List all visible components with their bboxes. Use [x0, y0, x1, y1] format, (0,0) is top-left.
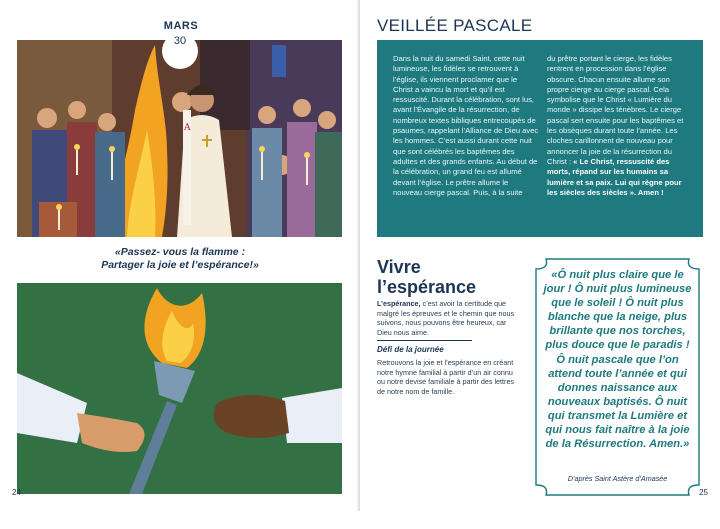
date-day: 30: [173, 35, 187, 47]
quote-source: D’après Saint Astère d’Amasée: [567, 474, 668, 483]
torch-handoff-illustration: [17, 283, 342, 494]
vigil-text-box: [377, 40, 703, 237]
hope-definition: [377, 299, 522, 337]
section-title: Vivre l’espérance: [377, 257, 477, 297]
vigil-proclamation: « Le Christ, ressuscité des morts, répand sur les humains sa lumière et sa paix. Lui qui règne pour les siècles des siècles ». Amen !: [547, 156, 682, 197]
vigil-text-column-2: [547, 54, 693, 198]
caption-line-2: Partager la joie et l’espérance!»: [101, 259, 259, 271]
vigil-text-column-1: Dans la nuit du samedi Saint, cette nuit lumineuse, les fidèles se retrouvent à l’église, ils viennent proclamer que le Christ a vaincu la mort et qu’il est ressuscité. Durant la célébration, sont lus, avant l’Évangile de la résurrection, de nombreux textes bibliques entrecoupés de psaumes, rappelant l’Alliance de Dieu avec les hommes. C’est aussi durant cette nuit que sont célébrés les baptêmes des adultes et des grands enfants. Au début de la célébration, un grand feu est allumé devant l’église. Le prêtre allume le nouveau cierge pascal. Puis, à la suite: [393, 54, 539, 197]
svg-text:A: A: [184, 123, 191, 133]
date-month: MARS: [163, 20, 199, 32]
caption-line-1: «Passez- vous la flamme :: [114, 246, 246, 258]
illustration-caption: [60, 246, 300, 272]
challenge-title: Défi de la journée: [377, 345, 444, 354]
challenge-text: Retrouvons la joie et l’espérance en créant notre hymne familial à partir d’un air connu ou notre devise familiale à partir des lettres de notre nom de famille.: [377, 358, 515, 396]
page-number-left: 24: [12, 488, 21, 497]
vigil-text-column-2-body: du prêtre portant le cierge, les fidèles rentrent en procession dans l’église obscure. Chacun ensuite allume son propre cierge au cierge pascal. Cela symbolise que le Christ « Lumière du monde » dissipe les ténèbres. Le cierge pascal sert ensuite pour les baptêmes et les obsèques durant toute l’année. Les cloches carillonnent de nouveau pour annoncer la joie de la résurrection du Christ :: [547, 54, 684, 166]
challenge-divider: [377, 340, 472, 341]
left-page: [0, 0, 360, 511]
easter-vigil-illustration: [17, 40, 342, 237]
hope-term: L’espérance,: [377, 299, 421, 308]
page-number-right: 25: [699, 488, 708, 497]
page-corner-notch: [0, 493, 18, 529]
easter-night-quote: «Ô nuit plus claire que le jour ! Ô nuit plus lumineuse que le soleil ! Ô nuit plus blanche que la neige, plus brillante que nos torches, plus douce que le paradis ! Ô nuit pascale que l’on attend toute l’année et qui donnes naissance aux nouveaux baptisés. Ô nuit qui transmet la Lumière et qui nous fait naître à la joie de la Résurrection. Amen.»: [543, 269, 692, 451]
page-title: VEILLÉE PASCALE: [377, 16, 533, 35]
hope-definition-text: c’est avoir la certitude que malgré les épreuves et le chemin que nous suivons, nous pouvons être heureux, car Dieu nous aime.: [377, 299, 515, 337]
